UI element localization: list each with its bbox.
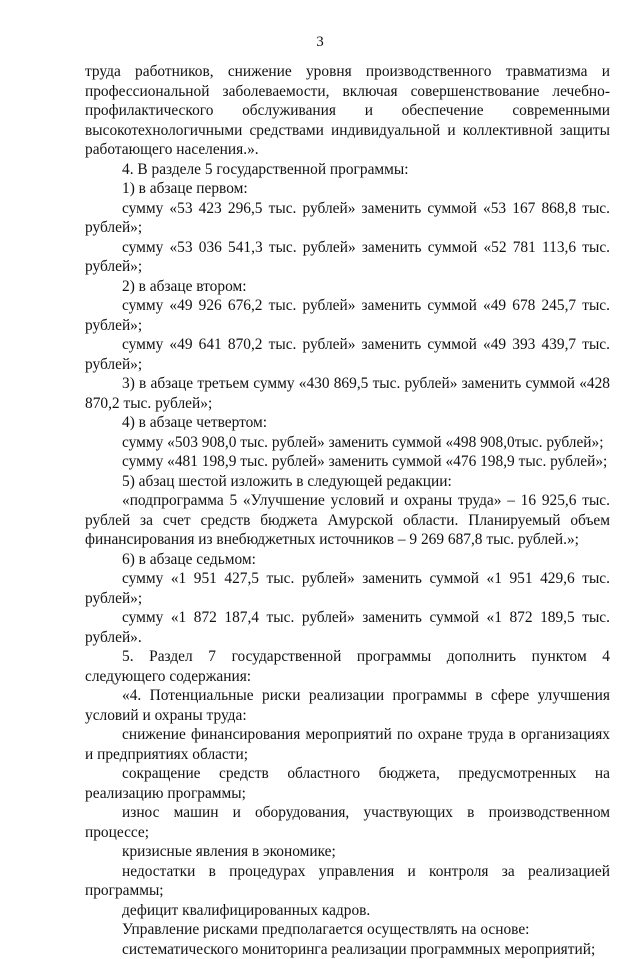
paragraph: Управление рисками предполагается осуществлять на основе: (85, 920, 610, 940)
paragraph: кризисные явления в экономике; (85, 842, 610, 862)
paragraph: сумму «481 198,9 тыс. рублей» заменить суммой «476 198,9 тыс. рублей»; (85, 452, 610, 472)
paragraph: сумму «1 951 427,5 тыс. рублей» заменить суммой «1 951 429,6 тыс. рублей»; (85, 569, 610, 608)
paragraph: 5) абзац шестой изложить в следующей редакции: (85, 472, 610, 492)
paragraph: сумму «53 423 296,5 тыс. рублей» заменить суммой «53 167 868,8 тыс. рублей»; (85, 199, 610, 238)
page-number: 3 (0, 34, 640, 51)
paragraph: сумму «49 926 676,2 тыс. рублей» заменить суммой «49 678 245,7 тыс. рублей»; (85, 296, 610, 335)
paragraph: сумму «503 908,0 тыс. рублей» заменить суммой «498 908,0тыс. рублей»; (85, 433, 610, 453)
paragraph: 5. Раздел 7 государственной программы дополнить пунктом 4 следующего содержания: (85, 647, 610, 686)
document-body (85, 62, 610, 959)
paragraph: сумму «1 872 187,4 тыс. рублей» заменить суммой «1 872 189,5 тыс. рублей». (85, 608, 610, 647)
paragraph: 2) в абзаце втором: (85, 277, 610, 297)
paragraph: «4. Потенциальные риски реализации программы в сфере улучшения условий и охраны труда: (85, 686, 610, 725)
paragraph: 4) в абзаце четвертом: (85, 413, 610, 433)
paragraph: систематического мониторинга реализации программных мероприятий; (85, 940, 610, 959)
paragraph: 3) в абзаце третьем сумму «430 869,5 тыс. рублей» заменить суммой «428 870,2 тыс. рублей»; (85, 374, 610, 413)
paragraph: износ машин и оборудования, участвующих в производственном процессе; (85, 803, 610, 842)
paragraph: 6) в абзаце седьмом: (85, 550, 610, 570)
paragraph: снижение финансирования мероприятий по охране труда в организациях и предприятиях области; (85, 725, 610, 764)
paragraph: сокращение средств областного бюджета, предусмотренных на реализацию программы; (85, 764, 610, 803)
paragraph: «подпрограмма 5 «Улучшение условий и охраны труда» – 16 925,6 тыс. рублей за счет средств бюджета Амурской области. Планируемый объем финансирования из внебюджетных источников – 9 269 687,8 тыс. рублей.»; (85, 491, 610, 550)
paragraph: труда работников, снижение уровня производственного травматизма и профессиональной заболеваемости, включая совершенствование лечебно-профилактического обслуживания и обеспечение современными высокотехнологичными средствами индивидуальной и коллективной защиты работающего населения.». (85, 62, 610, 160)
paragraph: сумму «49 641 870,2 тыс. рублей» заменить суммой «49 393 439,7 тыс. рублей»; (85, 335, 610, 374)
paragraph: 4. В разделе 5 государственной программы: (85, 160, 610, 180)
paragraph: недостатки в процедурах управления и контроля за реализацией программы; (85, 862, 610, 901)
paragraph: сумму «53 036 541,3 тыс. рублей» заменить суммой «52 781 113,6 тыс. рублей»; (85, 238, 610, 277)
paragraph: дефицит квалифицированных кадров. (85, 901, 610, 921)
paragraph: 1) в абзаце первом: (85, 179, 610, 199)
